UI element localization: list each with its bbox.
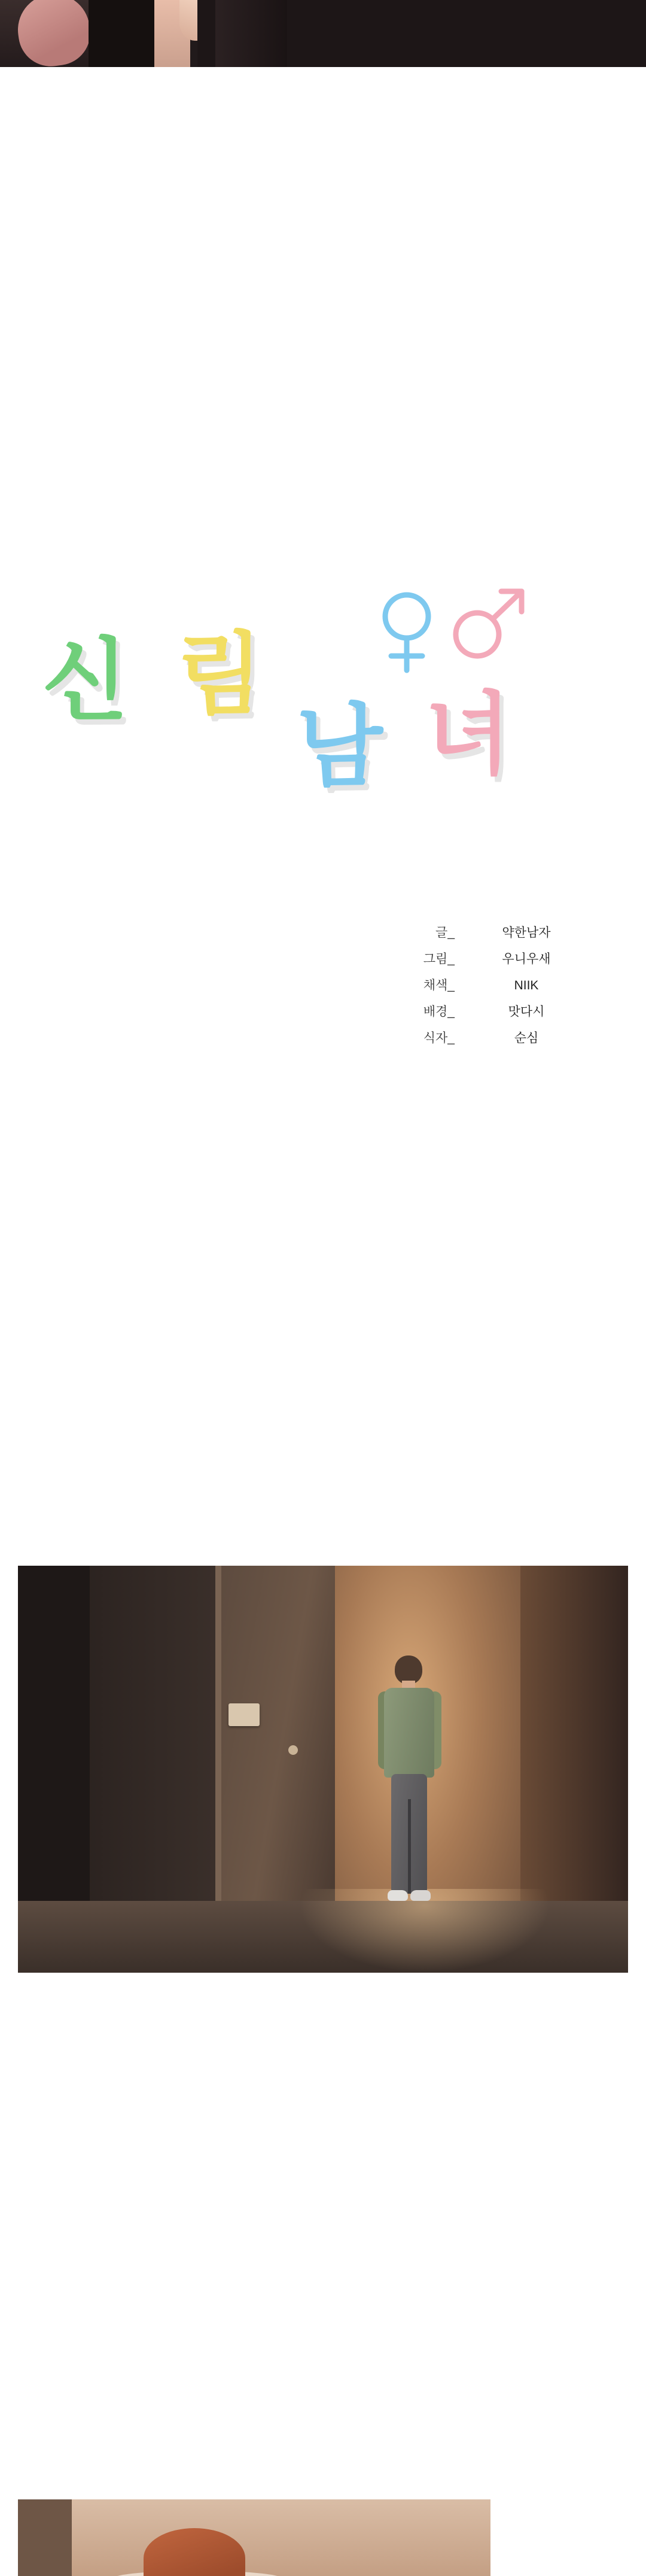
corridor-door-edge [215,1566,221,1901]
credit-row [383,949,580,967]
credit-name: NIIK [514,979,539,992]
corridor-door [215,1566,337,1901]
series-logo [36,570,574,821]
bottom-panel-shadow [18,2499,72,2576]
top-cropped-panel [0,0,646,67]
bottom-panel-frame [18,2499,490,2576]
bottom-cropped-panel [0,2487,646,2576]
character-head [395,1655,422,1684]
character-shoe-right [410,1890,431,1901]
credit-role: 그림_ [423,952,455,966]
corridor-panel [18,1566,628,1973]
credit-role: 식자_ [423,1031,455,1045]
character-torso [384,1688,434,1778]
credit-name: 맛다시 [508,1005,545,1019]
credit-row [383,1028,580,1046]
credits-block [383,923,580,1055]
logo-char-2: 림 [176,624,264,725]
credit-role: 채색_ [423,979,455,992]
panel-mid-block [89,0,156,67]
credit-role: 글_ [435,926,455,940]
credit-name: 순심 [514,1031,539,1045]
door-knob [288,1745,298,1755]
wall-panel-box [228,1703,260,1726]
credit-row [383,1002,580,1020]
bottom-panel-wall [18,2499,490,2576]
logo-char-3: 남 [296,696,384,797]
credit-row [383,923,580,941]
venus-symbol-icon [371,588,443,678]
logo-char-1: 신 [42,630,130,731]
credit-row [383,976,580,994]
mars-symbol-icon [443,582,532,672]
logo-char-4: 녀 [425,684,513,785]
character-shoe-left [388,1890,408,1901]
character-leg-split [408,1799,411,1894]
credit-name: 우니우새 [502,952,551,966]
credit-role: 배경_ [423,1005,455,1019]
standing-character [371,1655,449,1919]
credit-name: 약한남자 [502,926,551,940]
panel-shadow-column [215,0,287,67]
title-area [0,67,646,1566]
watermark-band [0,1973,646,2487]
